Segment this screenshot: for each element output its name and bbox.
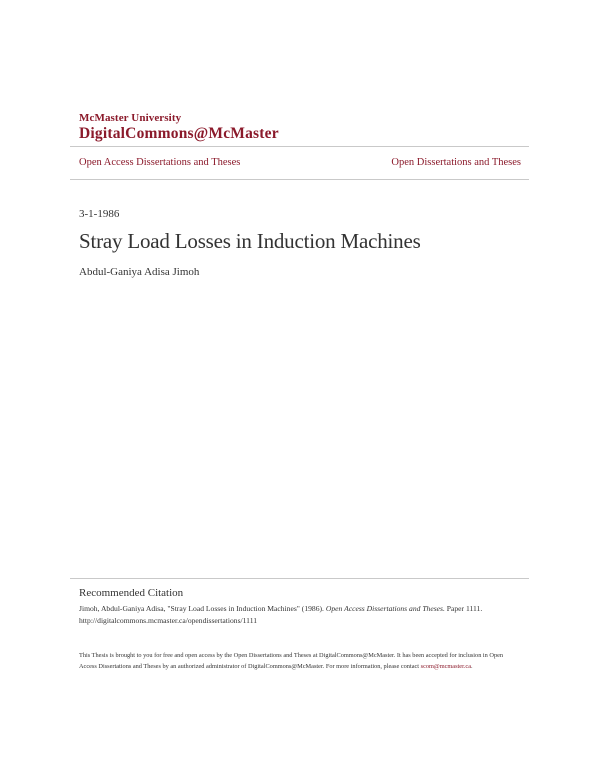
- access-notice-end: .: [471, 663, 473, 670]
- contact-email-link[interactable]: scom@mcmaster.ca: [420, 663, 472, 670]
- citation-url-link[interactable]: http://digitalcommons.mcmaster.ca/opendissertations/1111: [79, 616, 257, 625]
- paper-title: Stray Load Losses in Induction Machines: [79, 229, 421, 253]
- collection-link-left[interactable]: Open Access Dissertations and Theses: [79, 157, 241, 168]
- paper-author: Abdul-Ganiya Adisa Jimoh: [79, 266, 200, 278]
- university-name: McMaster University: [79, 112, 182, 124]
- top-divider: [70, 146, 529, 147]
- collection-link-right[interactable]: Open Dissertations and Theses: [391, 157, 521, 168]
- citation-heading: Recommended Citation: [79, 587, 184, 599]
- citation-text: [79, 603, 519, 627]
- repository-header: [79, 112, 279, 143]
- citation-suffix: Paper 1111.: [444, 604, 483, 613]
- citation-prefix: Jimoh, Abdul-Ganiya Adisa, "Stray Load Losses in Induction Machines" (1986).: [79, 604, 326, 613]
- collections-divider: [70, 179, 529, 180]
- citation-divider: [70, 578, 529, 579]
- repository-name-link[interactable]: DigitalCommons@McMaster: [79, 125, 279, 142]
- citation-series: Open Access Dissertations and Theses.: [325, 604, 445, 613]
- access-notice-text: This Thesis is brought to you for free and open access by the Open Dissertations and Theses at DigitalCommons@McMaster. It has been accepted for inclusion in Open Access Dissertations and Theses by an authorized administrator of DigitalCommons@McMaster. For more information, please contact: [79, 652, 504, 670]
- access-notice: [79, 650, 519, 672]
- publication-date: 3-1-1986: [79, 208, 120, 220]
